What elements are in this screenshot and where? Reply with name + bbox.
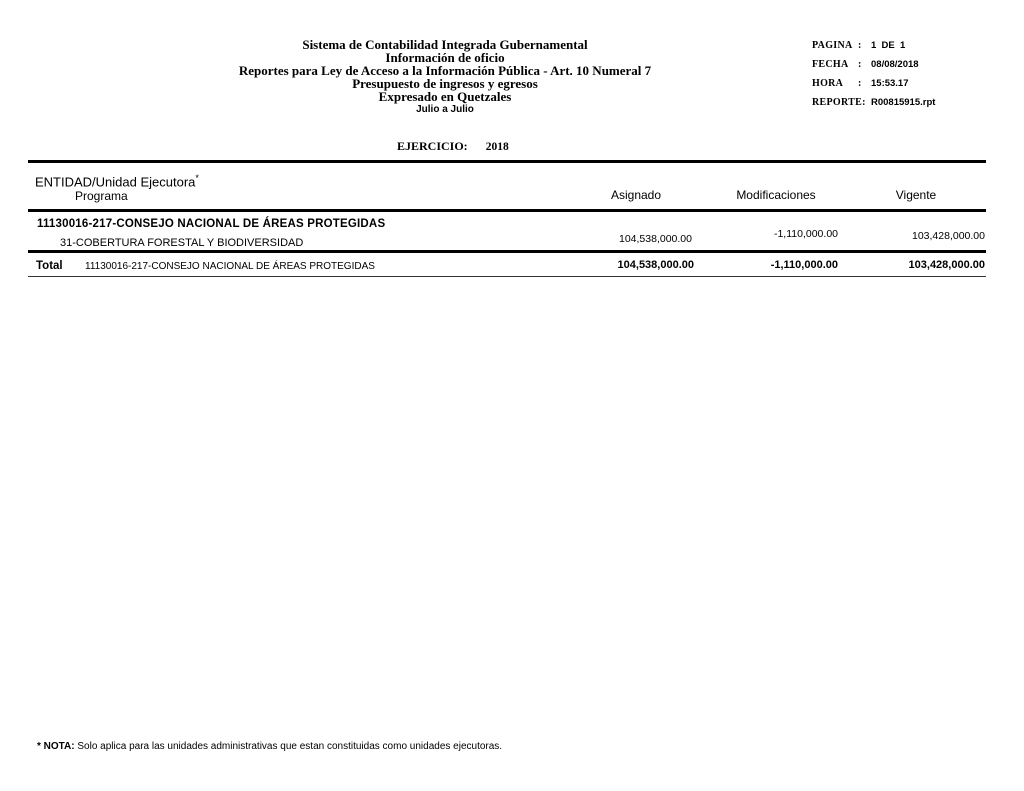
ejercicio-value: 2018 (485, 141, 509, 153)
fecha-colon: : (858, 59, 862, 70)
total-asignado-value: 104,538,000.00 (617, 259, 694, 271)
fecha-label: FECHA (812, 59, 849, 70)
total-modificaciones-value: -1,110,000.00 (770, 259, 838, 271)
total-label: Total (36, 260, 63, 272)
ejercicio-label: EJERCICIO: (397, 139, 468, 153)
column-header-modificaciones: Modificaciones (736, 188, 816, 202)
reporte-label: REPORTE: (812, 97, 866, 108)
divider-total-bottom (28, 276, 986, 277)
program-vigente-value: 103,428,000.00 (912, 230, 985, 242)
report-subtitle-3: Presupuesto de ingresos y egresos (352, 76, 538, 91)
meta-row-hora (812, 78, 935, 89)
entidad-header-text: ENTIDAD/Unidad Ejecutora (35, 174, 196, 190)
total-entity-name: 11130016-217-CONSEJO NACIONAL DE ÁREAS PROTEGIDAS (85, 261, 375, 272)
report-title: Sistema de Contabilidad Integrada Gubernamental (302, 37, 588, 52)
divider-header (28, 209, 986, 212)
entidad-footnote-marker: * (195, 173, 199, 183)
pagina-label: PAGINA (812, 40, 853, 51)
hora-colon: : (858, 78, 862, 89)
meta-row-reporte (812, 97, 935, 108)
report-subtitle-1: Información de oficio (385, 50, 505, 65)
report-subtitle-2: Reportes para Ley de Acceso a la Información Pública - Art. 10 Numeral 7 (238, 63, 652, 78)
pagina-value: 1 DE 1 (871, 40, 906, 51)
pagina-colon: : (858, 40, 862, 51)
hora-value: 15:53.17 (871, 78, 909, 89)
footnote-marker: * NOTA: (37, 741, 75, 752)
ejercicio-row (397, 139, 509, 154)
report-period: Julio a Julio (416, 104, 474, 115)
meta-row-fecha (812, 59, 935, 70)
table-row-entity: 11130016-217-CONSEJO NACIONAL DE ÁREAS PROTEGIDAS (37, 218, 386, 230)
hora-label: HORA (812, 78, 844, 89)
reporte-value: R00815915.rpt (871, 97, 936, 108)
total-vigente-value: 103,428,000.00 (908, 259, 985, 271)
column-header-programa: Programa (75, 189, 128, 203)
report-subtitle-4: Expresado en Quetzales (378, 89, 512, 104)
column-header-asignado: Asignado (610, 188, 662, 202)
footnote (37, 741, 502, 752)
fecha-value: 08/08/2018 (871, 59, 919, 70)
page-meta (812, 40, 935, 116)
meta-row-pagina (812, 40, 935, 51)
program-asignado-value: 104,538,000.00 (619, 233, 692, 245)
program-modificaciones-value: -1,110,000.00 (773, 228, 838, 240)
table-row-program-name: 31-COBERTURA FORESTAL Y BIODIVERSIDAD (60, 237, 304, 249)
divider-top (28, 160, 986, 163)
column-header-entidad (35, 173, 199, 189)
divider-total-top (28, 250, 986, 253)
column-header-vigente: Vigente (895, 188, 937, 202)
footnote-text: Solo aplica para las unidades administrativas que estan constituidas como unidades ejecutoras. (77, 741, 503, 752)
report-title-block (165, 38, 725, 116)
